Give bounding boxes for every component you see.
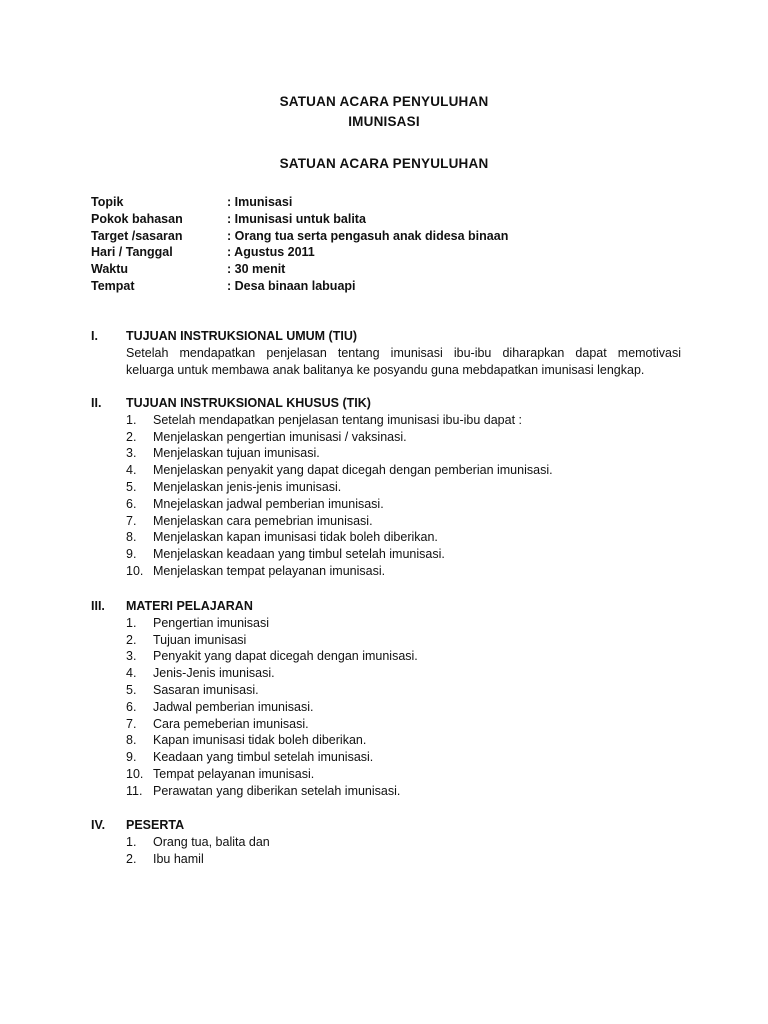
list-item — [126, 732, 681, 749]
item-text: Jadwal pemberian imunisasi. — [153, 699, 314, 714]
heading-text: MATERI PELAJARAN — [126, 599, 253, 613]
item-text: Jenis-Jenis imunisasi. — [153, 666, 275, 681]
item-number: 1. — [126, 412, 137, 427]
item-text: Setelah mendapatkan penjelasan tentang imunisasi ibu-ibu dapat : — [153, 412, 523, 427]
list-item — [126, 429, 681, 446]
list-item — [126, 563, 681, 580]
item-number: 4. — [126, 463, 137, 478]
item-number: 3. — [126, 446, 137, 461]
info-row-waktu — [91, 261, 691, 278]
section-peserta — [91, 817, 681, 867]
roman-numeral: I. — [91, 329, 98, 343]
section-tik — [91, 395, 681, 580]
roman-numeral: II. — [91, 396, 102, 410]
item-text: Mnejelaskan jadwal pemberian imunisasi. — [153, 496, 384, 511]
item-text: Penyakit yang dapat dicegah dengan imunisasi. — [153, 649, 418, 664]
list-item — [126, 783, 681, 800]
item-text: Cara pemeberian imunisasi. — [153, 716, 309, 731]
paragraph-line: keluarga untuk membawa anak balitanya ke posyandu guna mebdapatkan imunisasi lengkap. — [126, 362, 645, 377]
info-label: Waktu — [91, 262, 129, 277]
item-number: 2. — [126, 851, 137, 866]
item-text: Keadaan yang timbul setelah imunisasi. — [153, 750, 374, 765]
item-text: Pengertian imunisasi — [153, 615, 270, 630]
info-row-target — [91, 228, 691, 245]
info-value: : Desa binaan labuapi — [227, 278, 356, 293]
list-item — [126, 445, 681, 462]
item-text: Orang tua, balita dan — [153, 834, 270, 849]
item-text: Menjelaskan penyakit yang dapat dicegah dengan pemberian imunisasi. — [153, 463, 553, 478]
info-value: : Imunisasi — [227, 195, 293, 209]
item-number: 7. — [126, 716, 137, 731]
item-text: Kapan imunisasi tidak boleh diberikan. — [153, 733, 367, 748]
peserta-list — [126, 834, 681, 868]
section-heading — [91, 395, 681, 412]
info-value: : Imunisasi untuk balita — [227, 211, 366, 226]
info-row-pokok-bahasan — [91, 211, 691, 228]
item-number: 5. — [126, 682, 137, 697]
roman-numeral: IV. — [91, 818, 106, 832]
list-item — [126, 699, 681, 716]
item-text: Menjelaskan kapan imunisasi tidak boleh diberikan. — [153, 530, 438, 545]
item-text: Perawatan yang diberikan setelah imunisasi. — [153, 783, 401, 798]
item-number: 7. — [126, 513, 137, 528]
list-item — [126, 496, 681, 513]
info-label: Tempat — [91, 278, 135, 293]
info-label: Hari / Tanggal — [91, 245, 173, 260]
list-item — [126, 412, 681, 429]
item-text: Menjelaskan jenis-jenis imunisasi. — [153, 479, 342, 494]
tiu-paragraph — [126, 345, 681, 379]
list-item — [126, 615, 681, 632]
item-number: 9. — [126, 750, 137, 765]
list-item — [126, 665, 681, 682]
item-number: 1. — [126, 615, 137, 630]
list-item — [126, 632, 681, 649]
heading-text: TUJUAN INSTRUKSIONAL KHUSUS (TIK) — [126, 396, 371, 410]
section-materi — [91, 598, 681, 800]
materi-list — [126, 615, 681, 800]
info-row-tempat — [91, 278, 691, 295]
item-number: 1. — [126, 834, 137, 849]
item-number: 6. — [126, 699, 137, 714]
item-text: Menjelaskan cara pemebrian imunisasi. — [153, 513, 373, 528]
item-number: 2. — [126, 632, 137, 647]
info-label: Topik — [91, 195, 124, 209]
section-heading — [91, 328, 681, 345]
heading-text: TUJUAN INSTRUKSIONAL UMUM (TIU) — [126, 329, 358, 343]
item-number: 5. — [126, 479, 137, 494]
list-item — [126, 851, 681, 868]
info-value: : 30 menit — [227, 262, 286, 277]
list-item — [126, 546, 681, 563]
info-value: : Orang tua serta pengasuh anak didesa binaan — [227, 228, 509, 243]
item-number: 9. — [126, 547, 137, 562]
info-value: : Agustus 2011 — [227, 245, 315, 260]
item-text: Menjelaskan pengertian imunisasi / vaksinasi. — [153, 429, 407, 444]
list-item — [126, 648, 681, 665]
item-number: 8. — [126, 530, 137, 545]
list-item — [126, 479, 681, 496]
item-text: Tujuan imunisasi — [153, 632, 247, 647]
list-item — [126, 529, 681, 546]
item-text: Tempat pelayanan imunisasi. — [153, 766, 315, 781]
info-row-hari-tanggal — [91, 244, 691, 261]
info-table — [91, 194, 691, 295]
item-number: 10. — [126, 766, 144, 781]
section-heading — [91, 817, 681, 834]
document-subtitle: IMUNISASI — [348, 114, 420, 129]
item-text: Menjelaskan tempat pelayanan imunisasi. — [153, 563, 386, 578]
info-label: Target /sasaran — [91, 228, 183, 243]
item-number: 8. — [126, 733, 137, 748]
item-number: 6. — [126, 496, 137, 511]
list-item — [126, 834, 681, 851]
list-item — [126, 716, 681, 733]
list-item — [126, 682, 681, 699]
list-item — [126, 749, 681, 766]
document-title: SATUAN ACARA PENYULUHAN — [279, 94, 489, 109]
item-text: Sasaran imunisasi. — [153, 682, 259, 697]
info-label: Pokok bahasan — [91, 211, 183, 226]
list-item — [126, 462, 681, 479]
section-title: SATUAN ACARA PENYULUHAN — [279, 156, 489, 171]
tik-list — [126, 412, 681, 580]
item-number: 4. — [126, 666, 137, 681]
item-text: Menjelaskan keadaan yang timbul setelah imunisasi. — [153, 547, 445, 562]
heading-text: PESERTA — [126, 818, 185, 832]
item-number: 11. — [126, 783, 143, 798]
section-heading — [91, 598, 681, 615]
list-item — [126, 513, 681, 530]
item-text: Ibu hamil — [153, 851, 204, 866]
list-item — [126, 766, 681, 783]
info-row-topik — [91, 194, 691, 211]
item-text: Menjelaskan tujuan imunisasi. — [153, 446, 320, 461]
item-number: 2. — [126, 429, 137, 444]
roman-numeral: III. — [91, 599, 105, 613]
item-number: 3. — [126, 649, 137, 664]
paragraph-line: Setelah mendapatkan penjelasan tentang imunisasi ibu-ibu diharapkan dapat memotivasi — [126, 345, 681, 360]
section-tiu — [91, 328, 681, 378]
item-number: 10. — [126, 563, 144, 578]
